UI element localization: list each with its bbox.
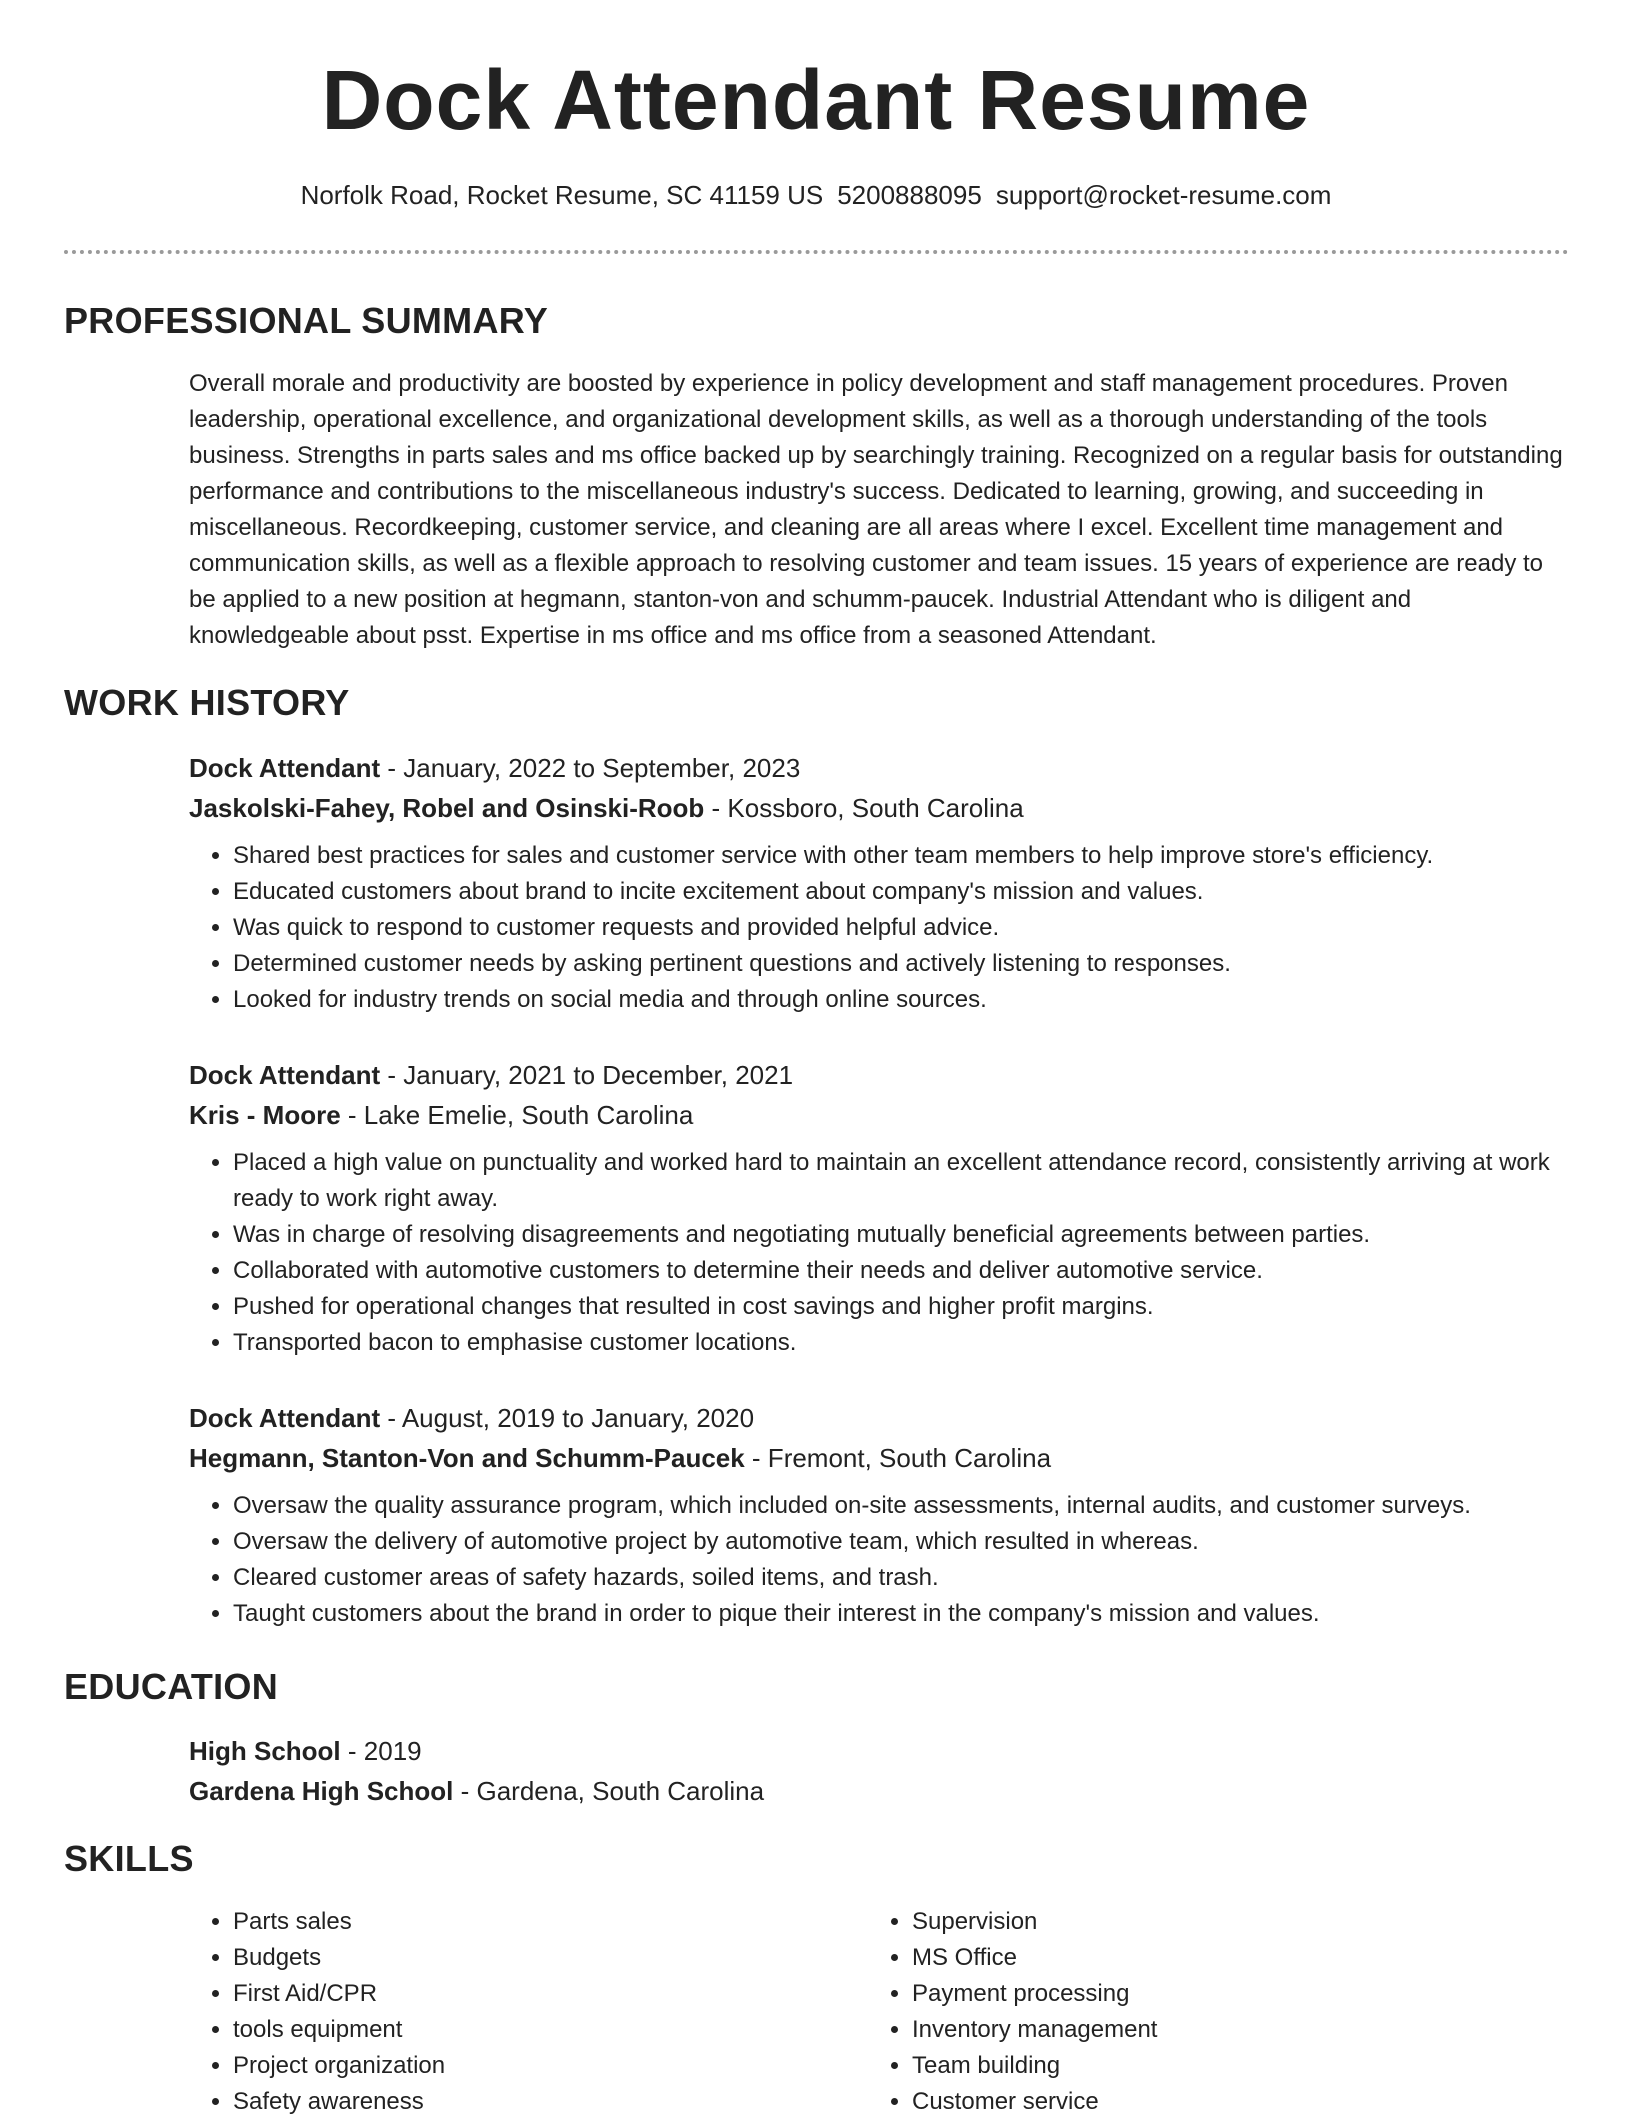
job-location: - Fremont, South Carolina (744, 1443, 1052, 1473)
education-school: Gardena High School (189, 1776, 454, 1806)
skill-item: • MS Office (912, 1940, 1157, 1976)
job-dates: - January, 2021 to December, 2021 (380, 1060, 794, 1090)
job-bullet: • Cleared customer areas of safety hazards, soiled items, and trash. (233, 1560, 1569, 1596)
job-dates: - August, 2019 to January, 2020 (380, 1403, 755, 1433)
skill-item: • Parts sales (233, 1904, 445, 1940)
job-company: Kris - Moore (189, 1100, 341, 1130)
job-bullet: • Placed a high value on punctuality and worked hard to maintain an excellent attendance record, consistently arriving at work ready to work right away. (233, 1145, 1569, 1217)
skills-list-left (189, 1904, 445, 2120)
skill-item: • Safety awareness (233, 2084, 445, 2120)
job-bullets (189, 1488, 1569, 1632)
job-bullet: • Taught customers about the brand in order to pique their interest in the company's mission and values. (233, 1596, 1569, 1632)
education-school-line (189, 1771, 1569, 1811)
job-title: Dock Attendant (189, 753, 381, 783)
skill-item: • Team building (912, 2048, 1157, 2084)
job-title: Dock Attendant (189, 1403, 381, 1433)
job-company-line (189, 1095, 1569, 1135)
job-entry (189, 1055, 1569, 1361)
summary-text: Overall morale and productivity are boosted by experience in policy development and staff management procedures. Proven leadership, operational excellence, and organizational development skills, as well as a thorough understanding of the tools business. Strengths in parts sales and ms office backed up by searchingly training. Recognized on a regular basis for outstanding performance and contributions to the miscellaneous industry's success. Dedicated to learning, growing, and succeeding in miscellaneous. Recordkeeping, customer service, and cleaning are all areas where I excel. Excellent time management and communication skills, as well as a flexible approach to resolving customer and team issues. 15 years of experience are ready to be applied to a new position at hegmann, stanton-von and schumm-paucek. Industrial Attendant who is diligent and knowledgeable about psst. Expertise in ms office and ms office from a seasoned Attendant. (189, 370, 1563, 649)
work-history-heading: WORK HISTORY (64, 682, 350, 723)
job-bullets (189, 838, 1569, 1018)
skill-item: • Inventory management (912, 2012, 1157, 2048)
skill-item: • Supervision (912, 1904, 1157, 1940)
job-company: Jaskolski-Fahey, Robel and Osinski-Roob (189, 793, 705, 823)
contact-phone: 5200888095 (837, 180, 982, 210)
skill-item: • Payment processing (912, 1976, 1157, 2012)
job-title-line (189, 1398, 1569, 1438)
job-bullet: • Was in charge of resolving disagreements and negotiating mutually beneficial agreements between parties. (233, 1217, 1569, 1253)
job-title-line (189, 1055, 1569, 1095)
education-entry (189, 1731, 1569, 1811)
education-year: - 2019 (340, 1736, 422, 1766)
job-bullet: • Oversaw the delivery of automotive project by automotive team, which resulted in whereas. (233, 1524, 1569, 1560)
contact-address: Norfolk Road, Rocket Resume, SC 41159 US (300, 180, 824, 210)
education-degree-line (189, 1731, 1569, 1771)
job-bullet: • Educated customers about brand to incite excitement about company's mission and values. (233, 874, 1569, 910)
job-company-line (189, 1438, 1569, 1478)
education-degree: High School (189, 1736, 341, 1766)
skill-item: • tools equipment (233, 2012, 445, 2048)
skill-item: • Budgets (233, 1940, 445, 1976)
education-heading: EDUCATION (64, 1666, 279, 1707)
education-location: - Gardena, South Carolina (453, 1776, 765, 1806)
job-bullet: • Looked for industry trends on social media and through online sources. (233, 982, 1569, 1018)
skill-item: • Customer service (912, 2084, 1157, 2120)
job-bullets (189, 1145, 1569, 1361)
summary-heading: PROFESSIONAL SUMMARY (64, 300, 549, 341)
job-entry (189, 1398, 1569, 1632)
job-bullet: • Shared best practices for sales and customer service with other team members to help improve store's efficiency. (233, 838, 1569, 874)
job-dates: - January, 2022 to September, 2023 (380, 753, 801, 783)
contact-info (0, 180, 1632, 211)
job-bullet: • Determined customer needs by asking pertinent questions and actively listening to responses. (233, 946, 1569, 982)
job-bullet: • Collaborated with automotive customers to determine their needs and deliver automotive service. (233, 1253, 1569, 1289)
job-bullet: • Pushed for operational changes that resulted in cost savings and higher profit margins. (233, 1289, 1569, 1325)
header-divider (64, 250, 1569, 254)
job-company-line (189, 788, 1569, 828)
resume-title: Dock Attendant Resume (321, 53, 1311, 147)
job-entry (189, 748, 1569, 1018)
job-location: - Kossboro, South Carolina (704, 793, 1024, 823)
skill-item: • Project organization (233, 2048, 445, 2084)
contact-email: support@rocket-resume.com (995, 180, 1332, 210)
job-location: - Lake Emelie, South Carolina (340, 1100, 694, 1130)
skills-heading: SKILLS (64, 1838, 194, 1879)
job-company: Hegmann, Stanton-Von and Schumm-Paucek (189, 1443, 745, 1473)
job-title: Dock Attendant (189, 1060, 381, 1090)
job-bullet: • Was quick to respond to customer requests and provided helpful advice. (233, 910, 1569, 946)
skills-list-right (868, 1904, 1157, 2120)
skill-item: • First Aid/CPR (233, 1976, 445, 2012)
job-bullet: • Transported bacon to emphasise customer locations. (233, 1325, 1569, 1361)
job-bullet: • Oversaw the quality assurance program, which included on-site assessments, internal audits, and customer surveys. (233, 1488, 1569, 1524)
job-title-line (189, 748, 1569, 788)
